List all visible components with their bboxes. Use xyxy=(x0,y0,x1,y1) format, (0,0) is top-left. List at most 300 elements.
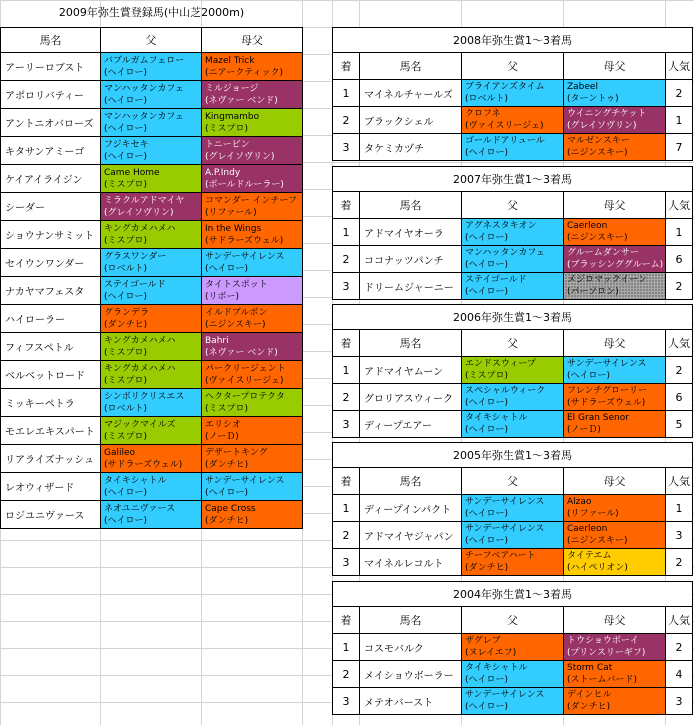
block-title-row xyxy=(333,167,693,192)
sire-cell[interactable] xyxy=(462,219,564,246)
dam-sire-cell[interactable] xyxy=(202,165,303,193)
header-rank: 着 xyxy=(333,468,360,495)
sire-line: (ヘイロー) xyxy=(104,515,148,526)
dam-sire-cell[interactable] xyxy=(564,411,666,438)
dam-sire-name: タイトスポット xyxy=(205,279,268,290)
results-table xyxy=(332,27,693,161)
dam-sire-line: (パーソロン) xyxy=(567,287,619,297)
sire-cell[interactable] xyxy=(101,53,202,81)
sire-cell[interactable] xyxy=(101,389,202,417)
sire-cell[interactable] xyxy=(101,221,202,249)
table-row xyxy=(333,522,693,549)
dam-sire-name: ヘクタープロテクタ xyxy=(205,391,285,402)
table-row xyxy=(1,445,303,473)
dam-sire-name: エリシオ xyxy=(205,419,242,430)
sire-cell[interactable] xyxy=(462,384,564,411)
horse-name-cell[interactable]: アポロリバティー xyxy=(1,81,101,109)
sire-cell[interactable] xyxy=(462,549,564,576)
sire-name: ミラクルアドマイヤ xyxy=(104,195,185,206)
sire-name: キングカメハメハ xyxy=(104,335,176,346)
sire-cell[interactable] xyxy=(101,361,202,389)
table-row xyxy=(1,109,303,137)
table-header-row xyxy=(333,607,693,634)
table-row xyxy=(1,277,303,305)
header-sire: 父 xyxy=(462,53,564,80)
block-title: 2005年弥生賞1～3着馬 xyxy=(333,443,693,468)
sire-name: タイキシャトル xyxy=(104,475,167,486)
dam-sire-line: (ニジンスキー) xyxy=(567,536,628,546)
sire-cell[interactable] xyxy=(462,107,564,134)
table-row xyxy=(1,501,303,529)
table-row xyxy=(333,411,693,438)
horse-name-cell[interactable]: フィフスペトル xyxy=(1,333,101,361)
table-row xyxy=(333,634,693,661)
sire-cell[interactable] xyxy=(101,305,202,333)
dam-sire-cell[interactable] xyxy=(564,134,666,161)
sire-name: グランデラ xyxy=(104,307,150,318)
sire-cell[interactable] xyxy=(101,193,202,221)
sire-line: (ロベルト) xyxy=(104,403,148,414)
horse-name-cell[interactable]: タケミカヅチ xyxy=(360,134,462,161)
dam-sire-cell[interactable] xyxy=(202,417,303,445)
dam-sire-cell[interactable] xyxy=(564,688,666,715)
sire-line: (ヘイロー) xyxy=(104,95,148,106)
dam-sire-name: ウイニングチケット xyxy=(567,109,647,119)
table-row xyxy=(1,165,303,193)
dam-sire-line: (ハイペリオン) xyxy=(567,563,628,573)
dam-sire-name: Alzao xyxy=(567,497,592,507)
sire-name: シンボリクリスエス xyxy=(104,391,185,402)
dam-sire-line: (ダンチヒ) xyxy=(205,459,249,470)
dam-sire-line: (ターントゥ) xyxy=(567,94,619,104)
dam-sire-line: (ブラッシンググルーム) xyxy=(567,260,664,270)
horse-name-cell[interactable]: レオウィザード xyxy=(1,473,101,501)
rank-cell[interactable]: 1 xyxy=(333,80,360,107)
popularity-cell[interactable]: 4 xyxy=(666,661,693,688)
sire-name: マジックマイルズ xyxy=(104,419,176,430)
sire-name: クロフネ xyxy=(465,109,501,119)
horse-name-cell[interactable]: ミッキーペトラ xyxy=(1,389,101,417)
header-horse-name: 馬名 xyxy=(360,330,462,357)
popularity-cell[interactable]: 1 xyxy=(666,107,693,134)
dam-sire-name: Caerleon xyxy=(567,524,608,534)
results-table xyxy=(332,581,693,715)
sire-line: (ヘイロー) xyxy=(465,260,509,270)
horse-name-cell[interactable]: アドマイヤオーラ xyxy=(360,219,462,246)
horse-name-cell[interactable]: ブラックシェル xyxy=(360,107,462,134)
dam-sire-line: (リボー) xyxy=(205,291,240,302)
dam-sire-cell[interactable] xyxy=(564,273,666,300)
table-row xyxy=(1,193,303,221)
sire-name: マンハッタンカフェ xyxy=(465,248,545,258)
dam-sire-line: (ミスプロ) xyxy=(205,403,249,414)
horse-name-cell[interactable]: ドリームジャーニー xyxy=(360,273,462,300)
dam-sire-line: (ヘイロー) xyxy=(567,371,611,381)
sire-name: ステイゴールド xyxy=(104,279,166,290)
horse-name-cell[interactable]: ベルベットロード xyxy=(1,361,101,389)
past-results-panel xyxy=(332,27,693,715)
horse-name-cell[interactable]: メテオバースト xyxy=(360,688,462,715)
horse-name-cell[interactable]: キタサンアミーゴ xyxy=(1,137,101,165)
sire-cell[interactable] xyxy=(462,661,564,688)
sire-cell[interactable] xyxy=(462,273,564,300)
sire-line: (ヘイロー) xyxy=(104,291,148,302)
popularity-cell[interactable]: 3 xyxy=(666,688,693,715)
sire-line: (ヘイロー) xyxy=(465,148,509,158)
sire-cell[interactable] xyxy=(101,277,202,305)
dam-sire-cell[interactable] xyxy=(202,81,303,109)
dam-sire-cell[interactable] xyxy=(564,384,666,411)
sire-line: (ヘイロー) xyxy=(465,536,509,546)
rank-cell[interactable]: 3 xyxy=(333,273,360,300)
table-row xyxy=(1,81,303,109)
rank-cell[interactable]: 1 xyxy=(333,495,360,522)
sire-cell[interactable] xyxy=(462,134,564,161)
rank-cell[interactable]: 2 xyxy=(333,522,360,549)
dam-sire-cell[interactable] xyxy=(202,445,303,473)
dam-sire-cell[interactable] xyxy=(202,473,303,501)
sire-line: (ヌレイエフ) xyxy=(465,648,517,658)
sire-name: キングカメハメハ xyxy=(104,363,176,374)
sire-line: (ロベルト) xyxy=(465,94,509,104)
dam-sire-cell[interactable] xyxy=(564,661,666,688)
sire-cell[interactable] xyxy=(462,688,564,715)
sire-cell[interactable] xyxy=(462,495,564,522)
header-popularity: 人気 xyxy=(666,192,693,219)
sire-line: (ヘイロー) xyxy=(465,675,509,685)
horse-name-cell[interactable]: ディープインパクト xyxy=(360,495,462,522)
horse-name-cell[interactable]: ケイアイライジン xyxy=(1,165,101,193)
rank-cell[interactable]: 3 xyxy=(333,134,360,161)
sire-name: サンデーサイレンス xyxy=(465,690,545,700)
horse-name-cell[interactable]: ショウナンサミット xyxy=(1,221,101,249)
header-horse-name: 馬名 xyxy=(360,192,462,219)
table-row xyxy=(1,473,303,501)
sire-line: (ヘイロー) xyxy=(104,123,148,134)
block-title-row xyxy=(333,28,693,53)
sire-name: バブルガムフェロー xyxy=(104,55,185,66)
horse-name-cell[interactable]: モエレエキスパート xyxy=(1,417,101,445)
dam-sire-line: (ネヴァー ベンド) xyxy=(205,95,278,106)
sire-line: (ミスプロ) xyxy=(465,371,509,381)
horse-name-cell[interactable]: グロリアスウィーク xyxy=(360,384,462,411)
sire-line: (ヘイロー) xyxy=(104,67,148,78)
table-row xyxy=(333,134,693,161)
dam-sire-name: トウショウボーイ xyxy=(567,636,639,646)
sire-line: (ロベルト) xyxy=(104,263,148,274)
sire-cell[interactable] xyxy=(101,137,202,165)
header-dam-sire: 母父 xyxy=(564,53,666,80)
dam-sire-line: (ダンチヒ) xyxy=(205,515,249,526)
dam-sire-line: (リファール) xyxy=(205,207,257,218)
dam-sire-line: (ボールドルーラー) xyxy=(205,179,284,190)
rank-cell[interactable]: 1 xyxy=(333,219,360,246)
dam-sire-name: Caerleon xyxy=(567,221,608,231)
dam-sire-name: デザートキング xyxy=(205,447,268,458)
sire-cell[interactable] xyxy=(101,501,202,529)
rank-cell[interactable]: 2 xyxy=(333,384,360,411)
sire-line: (ミスプロ) xyxy=(104,179,148,190)
dam-sire-line: (ストームバード) xyxy=(567,675,638,685)
dam-sire-name: マルゼンスキー xyxy=(567,136,630,146)
dam-sire-cell[interactable] xyxy=(202,361,303,389)
rank-cell[interactable]: 2 xyxy=(333,107,360,134)
dam-sire-cell[interactable] xyxy=(202,249,303,277)
sire-name: タイキシャトル xyxy=(465,413,528,423)
sire-name: タイキシャトル xyxy=(465,663,528,673)
header-popularity: 人気 xyxy=(666,53,693,80)
table-header-row xyxy=(333,192,693,219)
sire-line: (ダンチヒ) xyxy=(465,563,509,573)
header-dam-sire: 母父 xyxy=(564,330,666,357)
dam-sire-cell[interactable] xyxy=(564,549,666,576)
dam-sire-name: コマンダー インチーフ xyxy=(205,195,298,206)
popularity-cell[interactable]: 6 xyxy=(666,384,693,411)
dam-sire-line: (ダンチヒ) xyxy=(567,702,611,712)
dam-sire-cell[interactable] xyxy=(202,53,303,81)
header-sire: 父 xyxy=(462,192,564,219)
sire-name: Came Home xyxy=(104,167,160,178)
table-row xyxy=(333,219,693,246)
result-block xyxy=(332,166,693,300)
dam-sire-line: (ニジンスキー) xyxy=(567,233,628,243)
table-row xyxy=(1,333,303,361)
sire-line: (ヘイロー) xyxy=(104,487,148,498)
dam-sire-cell[interactable] xyxy=(564,522,666,549)
sire-cell[interactable] xyxy=(101,473,202,501)
horse-name-cell[interactable]: ハイローラー xyxy=(1,305,101,333)
sire-line: (ミスプロ) xyxy=(104,431,148,442)
table-row xyxy=(333,661,693,688)
dam-sire-line: (ミスプロ) xyxy=(205,123,249,134)
dam-sire-cell[interactable] xyxy=(202,305,303,333)
horse-name-cell[interactable]: メイショウボーラー xyxy=(360,661,462,688)
popularity-cell[interactable]: 2 xyxy=(666,273,693,300)
dam-sire-cell[interactable] xyxy=(564,80,666,107)
rank-cell[interactable]: 1 xyxy=(333,357,360,384)
result-block xyxy=(332,27,693,161)
popularity-cell[interactable]: 1 xyxy=(666,219,693,246)
dam-sire-line: (ノーＤ) xyxy=(567,425,601,435)
horse-name-cell[interactable]: シーダー xyxy=(1,193,101,221)
table-row xyxy=(333,107,693,134)
horse-name-cell[interactable]: ナカヤマフェスタ xyxy=(1,277,101,305)
result-block xyxy=(332,442,693,576)
block-title-row xyxy=(333,443,693,468)
table-row xyxy=(1,361,303,389)
sire-cell[interactable] xyxy=(462,246,564,273)
sire-line: (ダンチヒ) xyxy=(104,319,148,330)
dam-sire-name: イルドブルボン xyxy=(205,307,268,318)
horse-name-cell[interactable]: マイネルレコルト xyxy=(360,549,462,576)
header-dam-sire: 母父 xyxy=(564,468,666,495)
popularity-cell[interactable]: 7 xyxy=(666,134,693,161)
dam-sire-line: (ヴァイスリージェ) xyxy=(205,375,284,386)
horse-name-cell[interactable]: コスモバルク xyxy=(360,634,462,661)
table-row xyxy=(1,417,303,445)
dam-sire-name: フレンチグローリー xyxy=(567,386,648,396)
table-row xyxy=(333,273,693,300)
header-rank: 着 xyxy=(333,330,360,357)
sire-cell[interactable] xyxy=(462,634,564,661)
dam-sire-line: (ヘイロー) xyxy=(205,263,249,274)
dam-sire-cell[interactable] xyxy=(564,246,666,273)
dam-sire-line: (グレイソヴリン) xyxy=(205,151,275,162)
horse-name-cell[interactable]: マイネルチャールズ xyxy=(360,80,462,107)
sire-line: (ヘイロー) xyxy=(465,233,509,243)
sire-cell[interactable] xyxy=(101,81,202,109)
dam-sire-line: (ネヴァー ベンド) xyxy=(205,347,278,358)
sire-name: チーフベアハート xyxy=(465,551,536,561)
horse-name-cell[interactable]: リアライズナッシュ xyxy=(1,445,101,473)
rank-cell[interactable]: 2 xyxy=(333,661,360,688)
horse-name-cell[interactable]: アントニオバローズ xyxy=(1,109,101,137)
sire-cell[interactable] xyxy=(462,357,564,384)
sire-name: ゴールドアリュール xyxy=(465,136,545,146)
table-row xyxy=(333,688,693,715)
dam-sire-cell[interactable] xyxy=(202,501,303,529)
dam-sire-name: サンデーサイレンス xyxy=(205,475,285,486)
dam-sire-cell[interactable] xyxy=(564,495,666,522)
sire-cell[interactable] xyxy=(101,417,202,445)
popularity-cell[interactable]: 2 xyxy=(666,357,693,384)
results-table xyxy=(332,442,693,576)
sire-cell[interactable] xyxy=(101,445,202,473)
horse-name-cell[interactable]: ディープエアー xyxy=(360,411,462,438)
rank-cell[interactable]: 2 xyxy=(333,246,360,273)
dam-sire-cell[interactable] xyxy=(564,634,666,661)
dam-sire-line: (ノーＤ) xyxy=(205,431,239,442)
sire-line: (ヘイロー) xyxy=(465,702,509,712)
header-popularity: 人気 xyxy=(666,468,693,495)
sire-name: エンドスウィープ xyxy=(465,359,536,369)
sire-cell[interactable] xyxy=(462,411,564,438)
popularity-cell[interactable]: 5 xyxy=(666,411,693,438)
horse-name-cell[interactable]: アーリーロブスト xyxy=(1,53,101,81)
rank-cell[interactable]: 1 xyxy=(333,634,360,661)
dam-sire-cell[interactable] xyxy=(202,137,303,165)
dam-sire-line: (ニジンスキー) xyxy=(205,319,266,330)
horse-name-cell[interactable]: セイウンワンダー xyxy=(1,249,101,277)
popularity-cell[interactable]: 2 xyxy=(666,549,693,576)
horse-name-cell[interactable]: ココナッツパンチ xyxy=(360,246,462,273)
dam-sire-cell[interactable] xyxy=(564,219,666,246)
header-rank: 着 xyxy=(333,53,360,80)
sire-line: (ヘイロー) xyxy=(465,287,509,297)
table-row xyxy=(333,384,693,411)
header-dam-sire: 母父 xyxy=(202,28,303,53)
dam-sire-line: (ニジンスキー) xyxy=(567,148,628,158)
table-row xyxy=(1,53,303,81)
sire-line: (ヴァイスリージェ) xyxy=(465,121,544,131)
popularity-cell[interactable]: 2 xyxy=(666,634,693,661)
dam-sire-name: In the Wings xyxy=(205,223,262,234)
header-horse-name: 馬名 xyxy=(360,468,462,495)
table-row xyxy=(333,246,693,273)
popularity-cell[interactable]: 1 xyxy=(666,495,693,522)
popularity-cell[interactable]: 6 xyxy=(666,246,693,273)
sire-cell[interactable] xyxy=(101,109,202,137)
header-sire: 父 xyxy=(462,468,564,495)
horse-name-cell[interactable]: アドマイヤムーン xyxy=(360,357,462,384)
sire-name: ネオユニヴァース xyxy=(104,503,176,514)
sire-line: (ミスプロ) xyxy=(104,235,148,246)
rank-cell[interactable]: 3 xyxy=(333,688,360,715)
horse-name-cell[interactable]: アドマイヤジャパン xyxy=(360,522,462,549)
sire-cell[interactable] xyxy=(462,80,564,107)
sire-name: ザグレブ xyxy=(465,636,501,646)
table-row xyxy=(1,389,303,417)
popularity-cell[interactable]: 3 xyxy=(666,522,693,549)
dam-sire-name: デインヒル xyxy=(567,690,612,700)
results-table xyxy=(332,304,693,438)
header-dam-sire: 母父 xyxy=(564,192,666,219)
dam-sire-name: Storm Cat xyxy=(567,663,613,673)
sire-line: (ヘイロー) xyxy=(104,151,148,162)
dam-sire-name: メジロマックイーン xyxy=(567,275,648,285)
sire-line: (サドラーズウェル) xyxy=(104,459,183,470)
dam-sire-cell[interactable] xyxy=(202,109,303,137)
sire-line: (ヘイロー) xyxy=(465,398,509,408)
table-row xyxy=(1,137,303,165)
sire-cell[interactable] xyxy=(462,522,564,549)
sire-name: ステイゴールド xyxy=(465,275,527,285)
result-block xyxy=(332,581,693,715)
dam-sire-cell[interactable] xyxy=(564,107,666,134)
rank-cell[interactable]: 3 xyxy=(333,549,360,576)
dam-sire-name: A.P.Indy xyxy=(205,167,241,178)
dam-sire-line: (サドラーズウェル) xyxy=(205,235,284,246)
table-row xyxy=(1,249,303,277)
sire-cell[interactable] xyxy=(101,333,202,361)
sire-name: サンデーサイレンス xyxy=(465,497,545,507)
sire-line: (ヘイロー) xyxy=(465,509,509,519)
header-popularity: 人気 xyxy=(666,330,693,357)
sire-line: (ヘイロー) xyxy=(465,425,509,435)
sire-name: グラスワンダー xyxy=(104,251,167,262)
sire-name: マンハッタンカフェ xyxy=(104,111,184,122)
block-title: 2007年弥生賞1～3着馬 xyxy=(333,167,693,192)
sire-cell[interactable] xyxy=(101,249,202,277)
sire-cell[interactable] xyxy=(101,165,202,193)
popularity-cell[interactable]: 2 xyxy=(666,80,693,107)
dam-sire-cell[interactable] xyxy=(202,221,303,249)
sire-name: Galileo xyxy=(104,447,136,458)
header-horse-name: 馬名 xyxy=(360,53,462,80)
dam-sire-cell[interactable] xyxy=(202,389,303,417)
dam-sire-cell[interactable] xyxy=(202,277,303,305)
dam-sire-name: トニービン xyxy=(205,139,250,150)
table-row xyxy=(1,305,303,333)
rank-cell[interactable]: 3 xyxy=(333,411,360,438)
dam-sire-cell[interactable] xyxy=(564,357,666,384)
horse-name-cell[interactable]: ロジユニヴァース xyxy=(1,501,101,529)
header-horse-name: 馬名 xyxy=(1,28,101,53)
header-horse-name: 馬名 xyxy=(360,607,462,634)
table-row xyxy=(333,357,693,384)
sire-line: (ミスプロ) xyxy=(104,375,148,386)
dam-sire-line: (リファール) xyxy=(567,509,619,519)
registered-horses-table xyxy=(0,27,303,529)
dam-sire-line: (ニアークティック) xyxy=(205,67,284,78)
sire-name: フジキセキ xyxy=(104,139,149,150)
header-rank: 着 xyxy=(333,192,360,219)
block-title: 2004年弥生賞1～3着馬 xyxy=(333,582,693,607)
dam-sire-cell[interactable] xyxy=(202,193,303,221)
table-row xyxy=(333,495,693,522)
table-row xyxy=(1,221,303,249)
dam-sire-cell[interactable] xyxy=(202,333,303,361)
